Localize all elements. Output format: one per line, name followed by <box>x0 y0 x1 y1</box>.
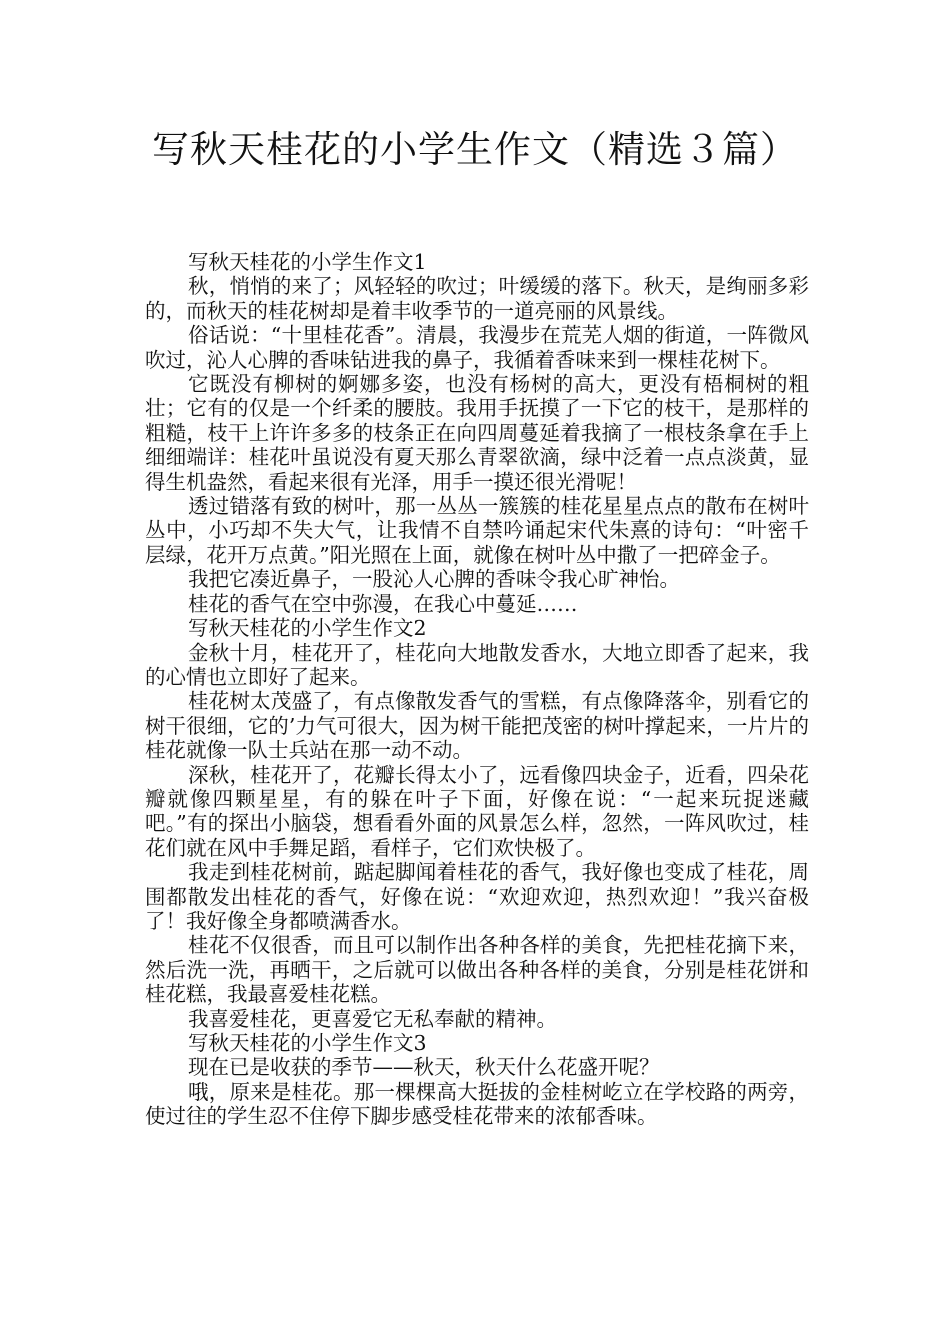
paragraph: 秋，悄悄的来了；风轻轻的吹过；叶缓缓的落下。秋天，是绚丽多彩的，而秋天的桂花树却是着丰收季节的一道亮丽的风景线。 <box>145 274 809 323</box>
paragraph: 桂花树太茂盛了，有点像散发香气的雪糕，有点像降落伞，别看它的树干很细，它的’力气可很大，因为树干能把茂密的树叶撑起来，一片片的桂花就像一队士兵站在那一动不动。 <box>145 689 809 763</box>
section-heading-2: 写秋天桂花的小学生作文2 <box>188 616 427 641</box>
paragraph: 桂花的香气在空中弥漫，在我心中蔓延…… <box>188 591 578 616</box>
paragraph: 我把它凑近鼻子，一股沁人心脾的香味令我心旷神怡。 <box>188 567 681 592</box>
paragraph: 现在已是收获的季节——秋天，秋天什么花盛开呢？ <box>188 1055 660 1080</box>
paragraph: 透过错落有致的树叶，那一丛丛一簇簇的桂花星星点点的散布在树叶丛中，小巧却不失大气，让我情不自禁吟诵起宋代朱熹的诗句：“叶密千层绿，花开万点黄。”阳光照在上面，就像在树叶丛中撒了一把碎金子。 <box>145 494 809 567</box>
paragraph: 我喜爱桂花，更喜爱它无私奉献的精神。 <box>188 1006 558 1031</box>
paragraph: 我走到桂花树前，踮起脚闻着桂花的香气，我好像也变成了桂花，周围都散发出桂花的香气，好像在说：“欢迎欢迎，热烈欢迎！”我兴奋极了！我好像全身都喷满香水。 <box>145 860 809 933</box>
paragraph: 它既没有柳树的婀娜多姿，也没有杨树的高大，更没有梧桐树的粗壮；它有的仅是一个纤柔的腰肢。我用手抚摸了一下它的枝干，是那样的粗糙，枝干上许许多多的枝条正在向四周蔓延着我摘了一根枝条拿在手上细细端详：桂花叶虽说没有夏天那么青翠欲滴，绿中泛着一点点淡黄，显得生机盎然，看起来很有光泽，用手一摸还很光滑呢！ <box>145 372 809 494</box>
paragraph: 俗话说：“十里桂花香”。清晨，我漫步在荒芜人烟的街道，一阵微风吹过，沁人心脾的香味钻进我的鼻子，我循着香味来到一棵桂花树下。 <box>145 323 809 372</box>
paragraph: 深秋，桂花开了，花瓣长得太小了，远看像四块金子，近看，四朵花瓣就像四颗星星，有的躲在叶子下面，好像在说：“一起来玩捉迷藏吧。”有的探出小脑袋，想看看外面的风景怎么样，忽然，一阵风吹过，桂花们就在风中手舞足蹈，看样子，它们欢快极了。 <box>145 762 809 860</box>
document-body <box>145 250 809 1129</box>
section-heading-1: 写秋天桂花的小学生作文1 <box>188 250 427 274</box>
document-title: 写秋天桂花的小学生作文（精选３篇） <box>152 128 798 171</box>
paragraph: 哦，原来是桂花。那一棵棵高大挺拔的金桂树屹立在学校路的两旁，使过往的学生忍不住停下脚步感受桂花带来的浓郁香味。 <box>145 1079 809 1129</box>
paragraph: 金秋十月，桂花开了，桂花向大地散发香水，大地立即香了起来，我的心情也立即好了起来。 <box>145 640 809 689</box>
paragraph: 桂花不仅很香，而且可以制作出各种各样的美食，先把桂花摘下来，然后洗一洗，再晒干，之后就可以做出各种各样的美食，分别是桂花饼和桂花糕，我最喜爱桂花糕。 <box>145 933 809 1007</box>
section-heading-3: 写秋天桂花的小学生作文3 <box>188 1031 427 1055</box>
